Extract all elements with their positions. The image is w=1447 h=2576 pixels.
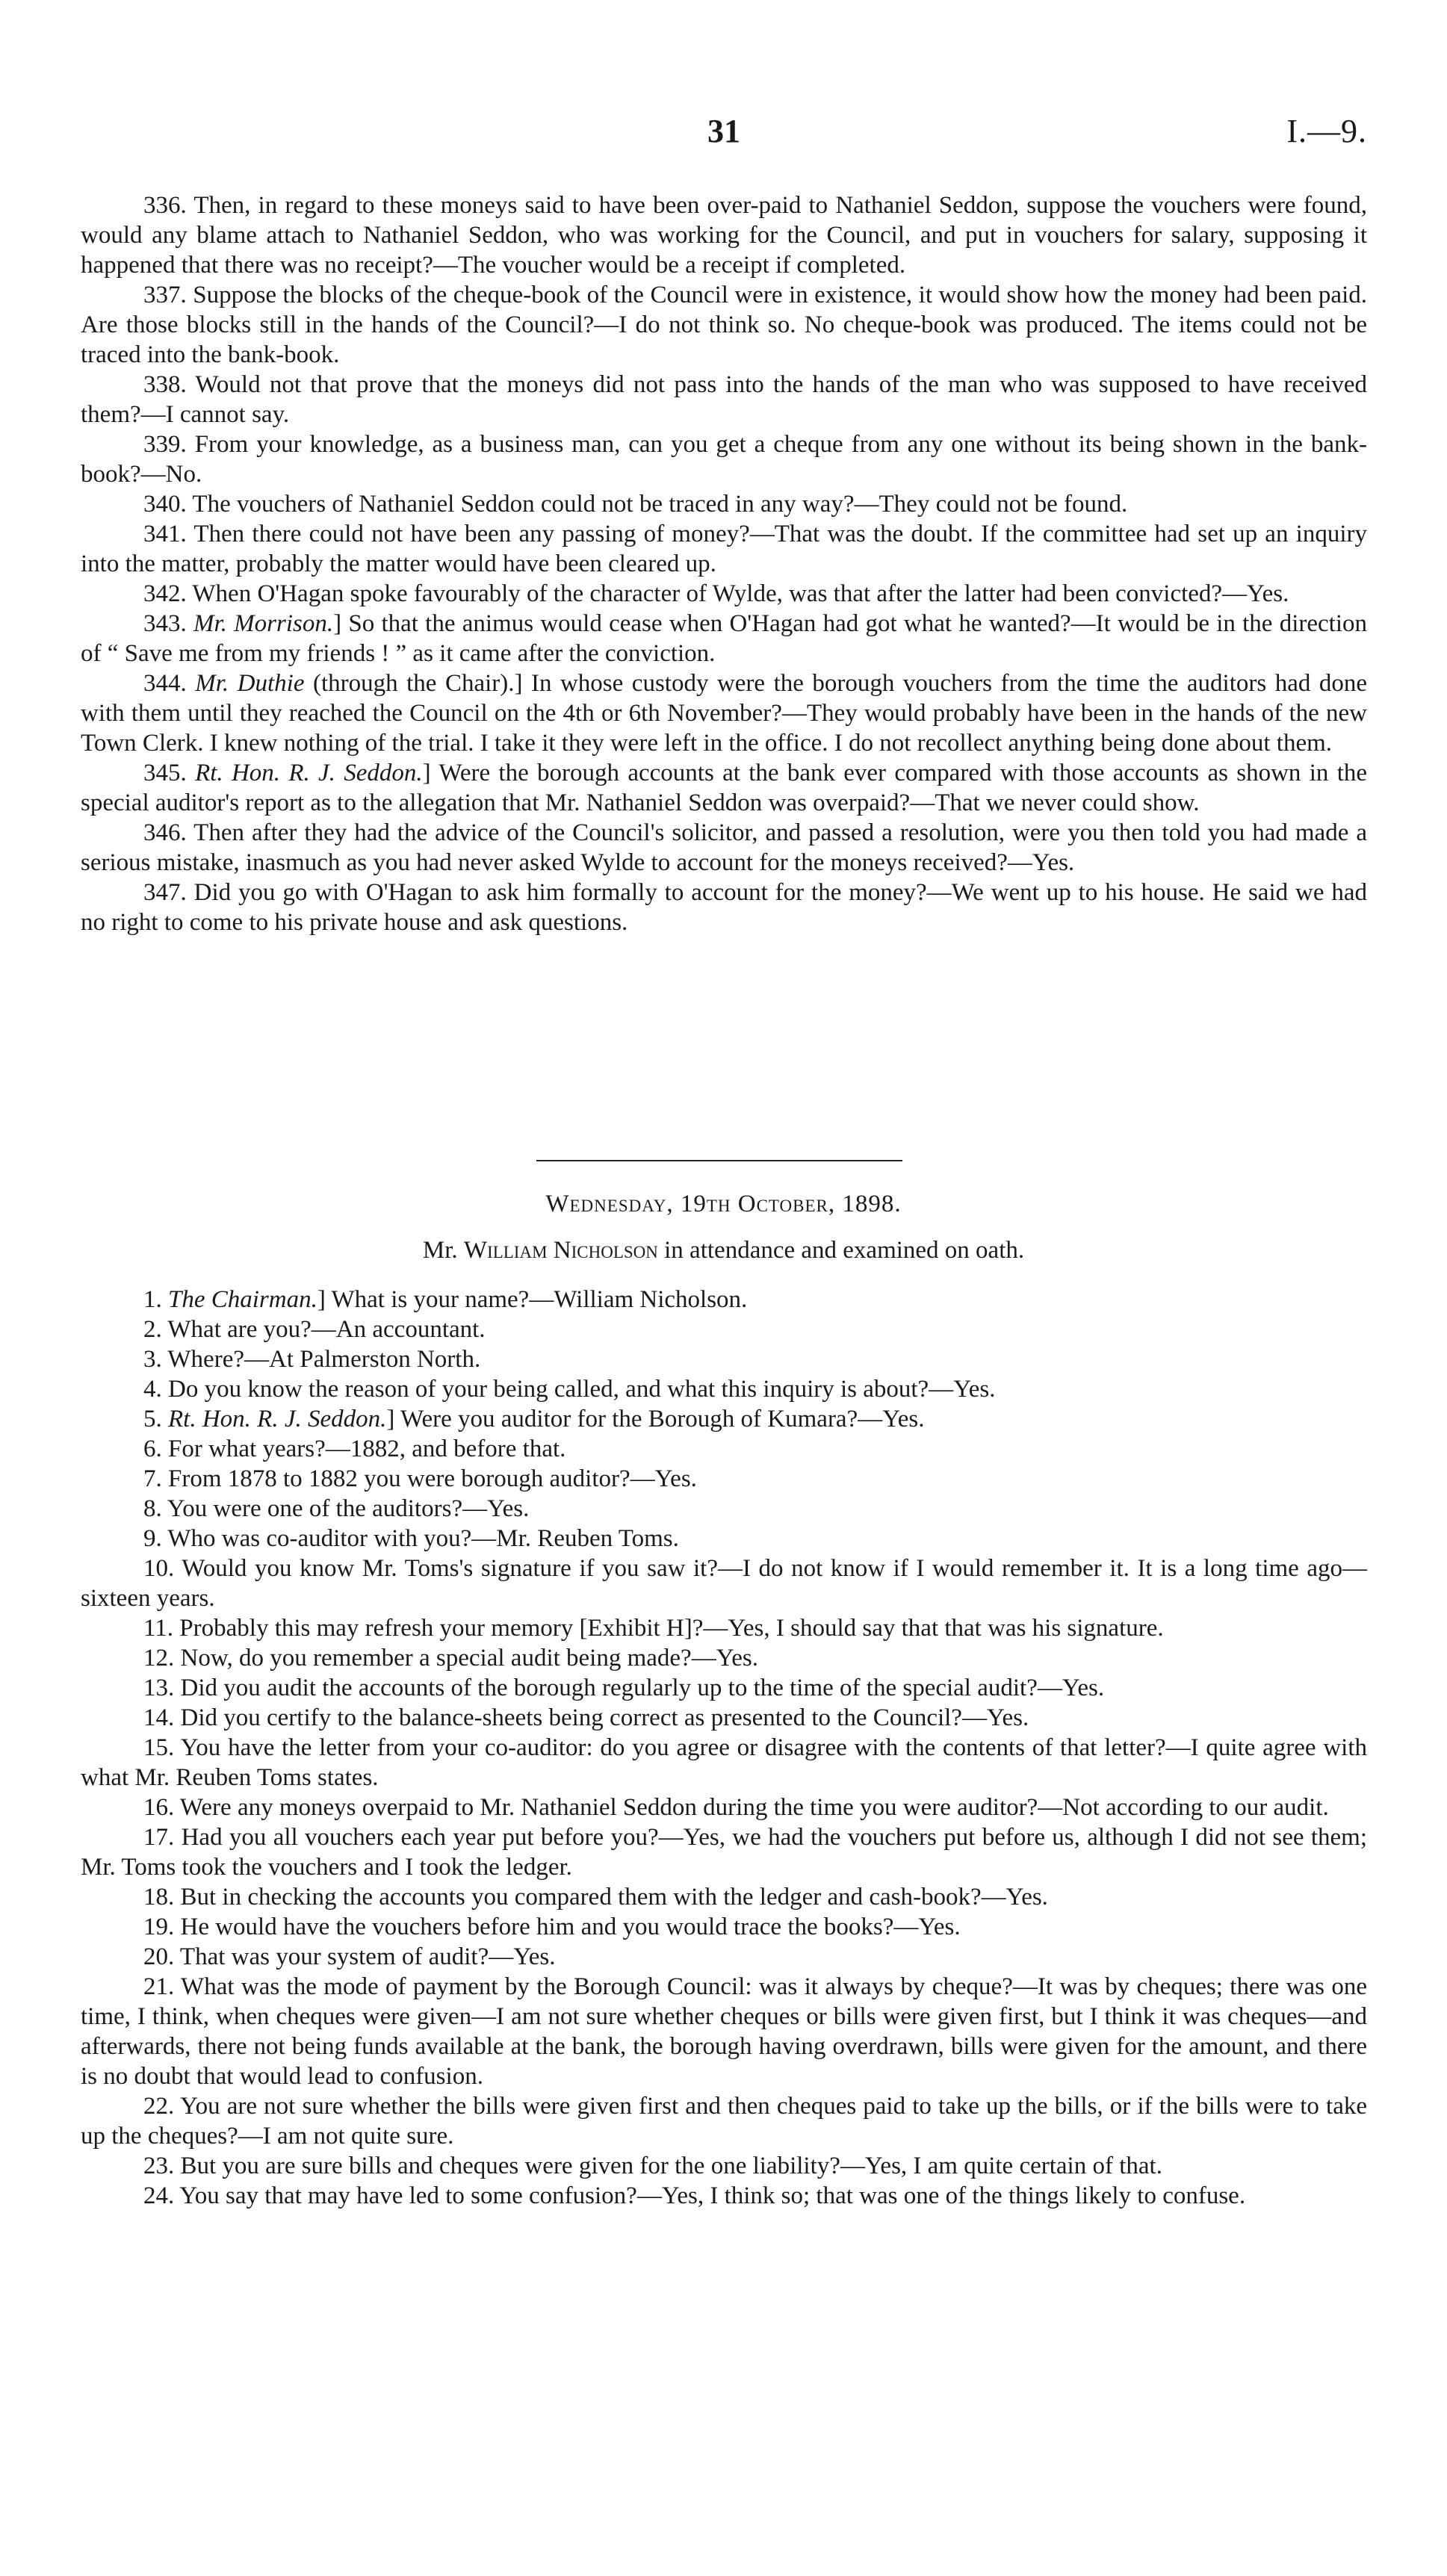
question-text: Do you know the reason of your being called, and what this inquiry is about?—Yes.	[168, 1376, 996, 1403]
question-paragraph	[81, 1344, 1367, 1374]
witness-prefix: Mr.	[422, 1237, 464, 1264]
question-text: When O'Hagan spoke favourably of the character of Wylde, was that after the latter had been convicted?—Yes.	[192, 580, 1289, 607]
question-paragraph	[81, 1554, 1367, 1613]
question-text: But you are sure bills and cheques were given for the one liability?—Yes, I am quite certain of that.	[180, 2153, 1162, 2179]
date-heading-text: Wednesday, 19th October, 1898.	[545, 1191, 902, 1217]
question-number: 345.	[143, 760, 187, 786]
question-text: You were one of the auditors?—Yes.	[167, 1495, 530, 1522]
question-number: 18.	[143, 1884, 175, 1911]
question-text: Probably this may refresh your memory [Exhibit H]?—Yes, I should say that that was his signature.	[179, 1615, 1164, 1642]
speaker-name: Rt. Hon. R. J. Seddon.	[195, 760, 423, 786]
question-text: Then there could not have been any passing of money?—That was the doubt. If the committee had set up an inquiry into the matter, probably the matter would have been cleared up.	[81, 521, 1367, 577]
question-number: 9.	[143, 1525, 162, 1552]
question-paragraph	[81, 1733, 1367, 1793]
question-text: Did you audit the accounts of the borough regularly up to the time of the special audit?—Yes.	[180, 1675, 1105, 1701]
question-number: 21.	[143, 1973, 175, 2000]
question-text: Then, in regard to these moneys said to have been over-paid to Nathaniel Seddon, suppose the vouchers were found, would any blame attach to Nathaniel Seddon, who was working for the Council, and put in vouchers for salary, supposing it happened that there was no receipt?—The voucher would be a receipt if completed.	[81, 192, 1367, 279]
question-number: 341.	[143, 521, 187, 547]
question-text: Now, do you remember a special audit being made?—Yes.	[180, 1645, 758, 1672]
question-number: 17.	[143, 1824, 175, 1851]
question-paragraph	[81, 519, 1367, 579]
question-paragraph	[81, 1374, 1367, 1404]
question-text: From your knowledge, as a business man, can you get a cheque from any one without its being shown in the bank-book?—No.	[81, 431, 1368, 488]
question-number: 13.	[143, 1675, 175, 1701]
question-text: Then after they had the advice of the Council's solicitor, and passed a resolution, were you then told you had made a serious mistake, inasmuch as you had never asked Wylde to account for the moneys received?—Yes.	[81, 819, 1367, 876]
question-number: 338.	[143, 371, 187, 398]
question-text: He would have the vouchers before him and you would trace the books?—Yes.	[180, 1914, 961, 1940]
document-reference: I.—9.	[1286, 113, 1367, 149]
question-paragraph	[81, 2181, 1367, 2211]
question-paragraph	[81, 1912, 1367, 1942]
question-number: 8.	[143, 1495, 162, 1522]
question-number: 1.	[143, 1286, 162, 1313]
question-paragraph	[81, 579, 1367, 609]
question-paragraph	[81, 1793, 1367, 1822]
question-text: You say that may have led to some confusion?—Yes, I think so; that was one of the things likely to confuse.	[179, 2182, 1246, 2209]
question-number: 16.	[143, 1794, 175, 1821]
question-paragraph	[81, 2151, 1367, 2181]
question-number: 22.	[143, 2093, 175, 2120]
question-number: 12.	[143, 1645, 175, 1672]
question-text: What are you?—An accountant.	[167, 1316, 486, 1343]
page-header	[81, 112, 1367, 157]
question-text: You are not sure whether the bills were given first and then cheques paid to take up the bills, or if the bills were to take up the cheques?—I am not quite sure.	[81, 2093, 1367, 2150]
question-text: Had you all vouchers each year put before you?—Yes, we had the vouchers put before us, although I did not see them; Mr. Toms took the vouchers and I took the ledger.	[81, 1824, 1367, 1881]
question-text: That was your system of audit?—Yes.	[179, 1943, 556, 1970]
testimony-section-2	[81, 1285, 1367, 2211]
witness-line	[0, 1237, 1447, 1264]
question-number: 337.	[143, 282, 187, 308]
question-number: 5.	[143, 1406, 162, 1433]
question-paragraph	[81, 1703, 1367, 1733]
question-number: 6.	[143, 1436, 162, 1462]
question-paragraph	[81, 668, 1367, 758]
question-paragraph	[81, 1822, 1367, 1882]
question-paragraph	[81, 1494, 1367, 1524]
question-text: Did you go with O'Hagan to ask him formally to account for the money?—We went up to his house. He said we had no right to come to his private house and ask questions.	[81, 879, 1367, 936]
question-text: ] Were the borough accounts at the bank ever compared with those accounts as shown in the special auditor's report as to the allegation that Mr. Nathaniel Seddon was overpaid?—That we never could show.	[81, 760, 1368, 816]
question-number: 14.	[143, 1704, 175, 1731]
question-paragraph	[81, 1315, 1367, 1344]
question-text: What was the mode of payment by the Borough Council: was it always by cheque?—It was by cheques; there was one time, I think, when cheques were given—I am not sure whether cheques or bills were given first, but I think it was cheques—and afterwards, there not being funds available at the bank, the borough having overdrawn, bills were given for the amount, and there is no doubt that would lead to confusion.	[81, 1973, 1367, 2090]
question-number: 342.	[143, 580, 187, 607]
question-paragraph	[81, 1404, 1367, 1434]
question-paragraph	[81, 1434, 1367, 1464]
question-paragraph	[81, 878, 1367, 937]
question-number: 340.	[143, 491, 187, 518]
page-number: 31	[707, 113, 740, 149]
question-paragraph	[81, 1613, 1367, 1643]
question-paragraph	[81, 489, 1367, 519]
question-text: For what years?—1882, and before that.	[168, 1436, 566, 1462]
question-text: The vouchers of Nathaniel Seddon could not be traced in any way?—They could not be found.	[192, 491, 1128, 518]
question-number: 15.	[143, 1734, 175, 1761]
question-text: Would not that prove that the moneys did not pass into the hands of the man who was supposed to have received them?—I cannot say.	[81, 371, 1368, 428]
question-paragraph	[81, 190, 1367, 280]
question-number: 4.	[143, 1376, 162, 1403]
question-paragraph	[81, 1643, 1367, 1673]
question-number: 347.	[143, 879, 187, 906]
question-text: Would you know Mr. Toms's signature if you saw it?—I do not know if I would remember it. It is a long time ago—sixteen years.	[81, 1555, 1368, 1612]
speaker-name: Mr. Duthie	[195, 670, 305, 697]
question-number: 339.	[143, 431, 187, 458]
question-text: Who was co-auditor with you?—Mr. Reuben Toms.	[167, 1525, 679, 1552]
speaker-name: The Chairman.	[168, 1286, 317, 1313]
question-text: From 1878 to 1882 you were borough auditor?—Yes.	[168, 1465, 697, 1492]
question-paragraph	[81, 818, 1367, 878]
question-text: Were any moneys overpaid to Mr. Nathaniel Seddon during the time you were auditor?—Not according to our audit.	[179, 1794, 1329, 1821]
question-text: ] What is your name?—William Nicholson.	[317, 1286, 748, 1313]
question-text: But in checking the accounts you compared them with the ledger and cash-book?—Yes.	[180, 1884, 1048, 1911]
question-paragraph	[81, 1972, 1367, 2091]
question-paragraph	[81, 1464, 1367, 1494]
question-number: 19.	[143, 1914, 175, 1940]
question-number: 343.	[143, 610, 187, 637]
question-paragraph	[81, 1285, 1367, 1315]
question-paragraph	[81, 429, 1367, 489]
date-heading	[0, 1191, 1447, 1218]
witness-suffix: in attendance and examined on oath.	[657, 1237, 1025, 1264]
question-paragraph	[81, 1882, 1367, 1912]
question-text: ] So that the animus would cease when O'Hagan had got what he wanted?—It would be in the direction of “ Save me from my friends ! ” as it came after the conviction.	[81, 610, 1367, 667]
question-number: 3.	[143, 1346, 162, 1373]
question-text: ] Were you auditor for the Borough of Kumara?—Yes.	[386, 1406, 925, 1433]
question-number: 10.	[143, 1555, 175, 1582]
question-text: Did you certify to the balance-sheets being correct as presented to the Council?—Yes.	[180, 1704, 1029, 1731]
question-number: 24.	[143, 2182, 175, 2209]
testimony-section-1	[81, 190, 1367, 937]
question-number: 336.	[143, 192, 187, 219]
question-number: 346.	[143, 819, 187, 846]
question-text: You have the letter from your co-auditor: do you agree or disagree with the contents of that letter?—I quite agree with what Mr. Reuben Toms states.	[81, 1734, 1367, 1791]
question-paragraph	[81, 758, 1367, 818]
speaker-name: Rt. Hon. R. J. Seddon.	[168, 1406, 387, 1433]
question-text: Suppose the blocks of the cheque-book of the Council were in existence, it would show how the money had been paid. Are those blocks still in the hands of the Council?—I do not think so. No cheque-book was produced. The items could not be traced into the bank-book.	[81, 282, 1367, 368]
question-paragraph	[81, 370, 1367, 429]
question-number: 11.	[143, 1615, 174, 1642]
question-number: 2.	[143, 1316, 162, 1343]
section-divider	[536, 1160, 902, 1161]
question-number: 344.	[143, 670, 187, 697]
witness-name: William Nicholson	[463, 1237, 658, 1264]
question-paragraph	[81, 1524, 1367, 1554]
question-text: Where?—At Palmerston North.	[167, 1346, 481, 1373]
question-number: 23.	[143, 2153, 175, 2179]
question-paragraph	[81, 1673, 1367, 1703]
question-paragraph	[81, 609, 1367, 668]
question-text: (through the Chair).] In whose custody were the borough vouchers from the time the auditors had done with them until they reached the Council on the 4th or 6th November?—They would probably have been in the hands of the new Town Clerk. I knew nothing of the trial. I take it they were left in the office. I do not recollect anything being done about them.	[81, 670, 1368, 757]
question-number: 20.	[143, 1943, 175, 1970]
question-paragraph	[81, 1942, 1367, 1972]
speaker-name: Mr. Morrison.	[193, 610, 334, 637]
question-number: 7.	[143, 1465, 162, 1492]
question-paragraph	[81, 2091, 1367, 2151]
question-paragraph	[81, 280, 1367, 370]
